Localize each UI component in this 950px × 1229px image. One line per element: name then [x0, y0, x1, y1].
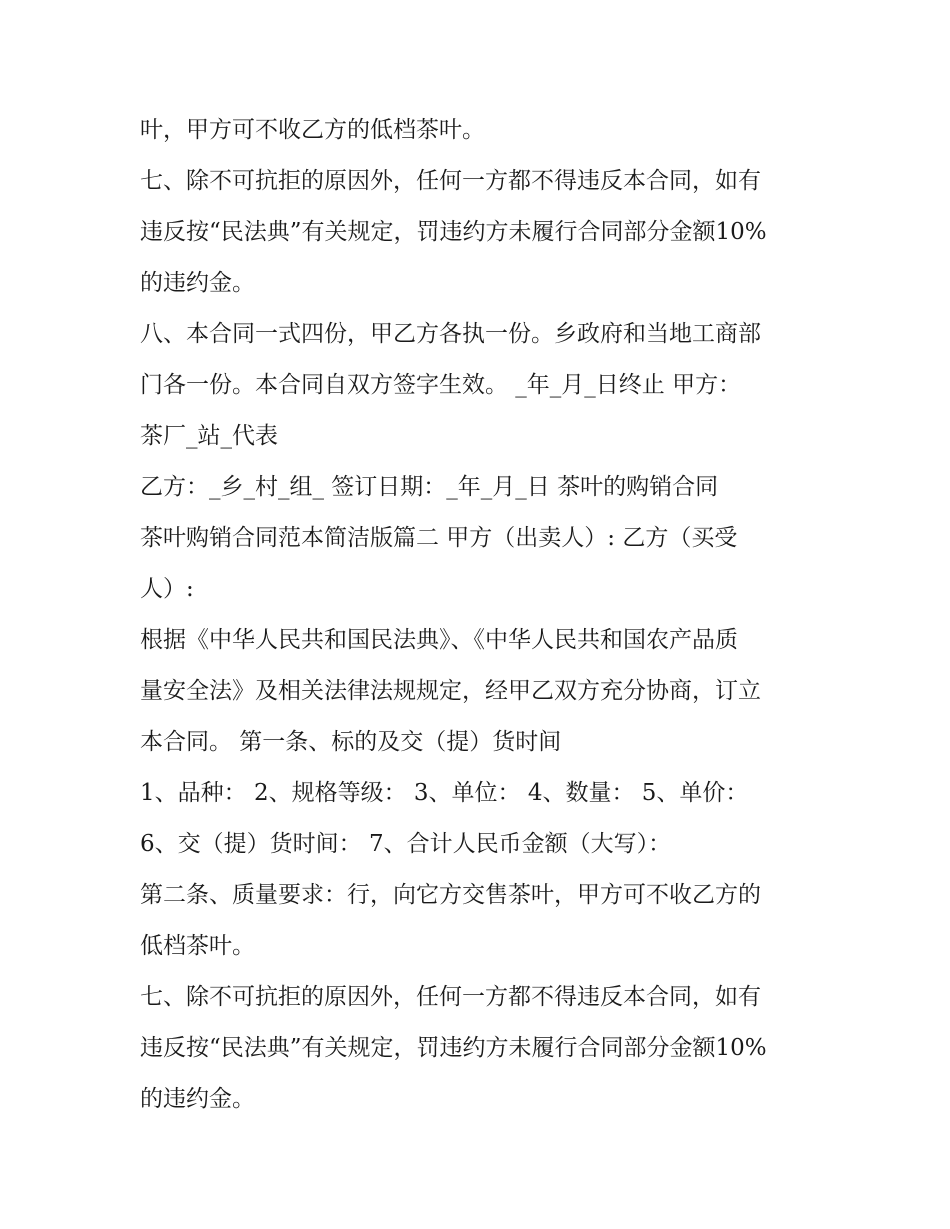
text-line: 八、本合同一式四份，甲乙方各执一份。乡政府和当地工商部: [140, 321, 761, 347]
text-line: 人）:: [140, 576, 194, 602]
text-line: 6、交（提）货时间： 7、合计人民币金额（大写）：: [140, 831, 672, 857]
text-line: 乙方：_乡_村_组_ 签订日期：_年_月_日 茶叶的购销合同: [140, 474, 719, 500]
text-line: 茶厂_站_代表: [140, 423, 278, 449]
text-line: 七、除不可抗拒的原因外，任何一方都不得违反本合同，如有: [140, 984, 761, 1010]
text-line: 第二条、质量要求：行，向它方交售茶叶，甲方可不收乙方的: [140, 882, 761, 908]
text-line: 门各一份。本合同自双方签字生效。 _年_月_日终止 甲方：: [140, 372, 742, 398]
text-line: 低档茶叶。: [140, 933, 255, 959]
text-line: 本合同。 第一条、标的及交（提）货时间: [140, 729, 562, 755]
text-line: 叶，甲方可不收乙方的低档茶叶。: [140, 117, 485, 143]
text-line: 违反按“民法典”有关规定，罚违约方未履行合同部分金额10%: [140, 219, 767, 245]
text-line: 根据《中华人民共和国民法典》、《中华人民共和国农产品质: [140, 627, 738, 653]
text-line: 量安全法》及相关法律法规规定，经甲乙双方充分协商，订立: [140, 678, 761, 704]
text-line: 七、除不可抗拒的原因外，任何一方都不得违反本合同，如有: [140, 168, 761, 194]
text-line: 的违约金。: [140, 1086, 255, 1112]
text-line: 的违约金。: [140, 270, 255, 296]
text-line: 1、品种： 2、规格等级： 3、单位： 4、数量： 5、单价：: [140, 780, 749, 806]
contract-text: [140, 105, 820, 1125]
text-line: 茶叶购销合同范本简洁版篇二 甲方（出卖人）: 乙方（买受: [140, 525, 738, 551]
text-line: 违反按“民法典”有关规定，罚违约方未履行合同部分金额10%: [140, 1035, 767, 1061]
